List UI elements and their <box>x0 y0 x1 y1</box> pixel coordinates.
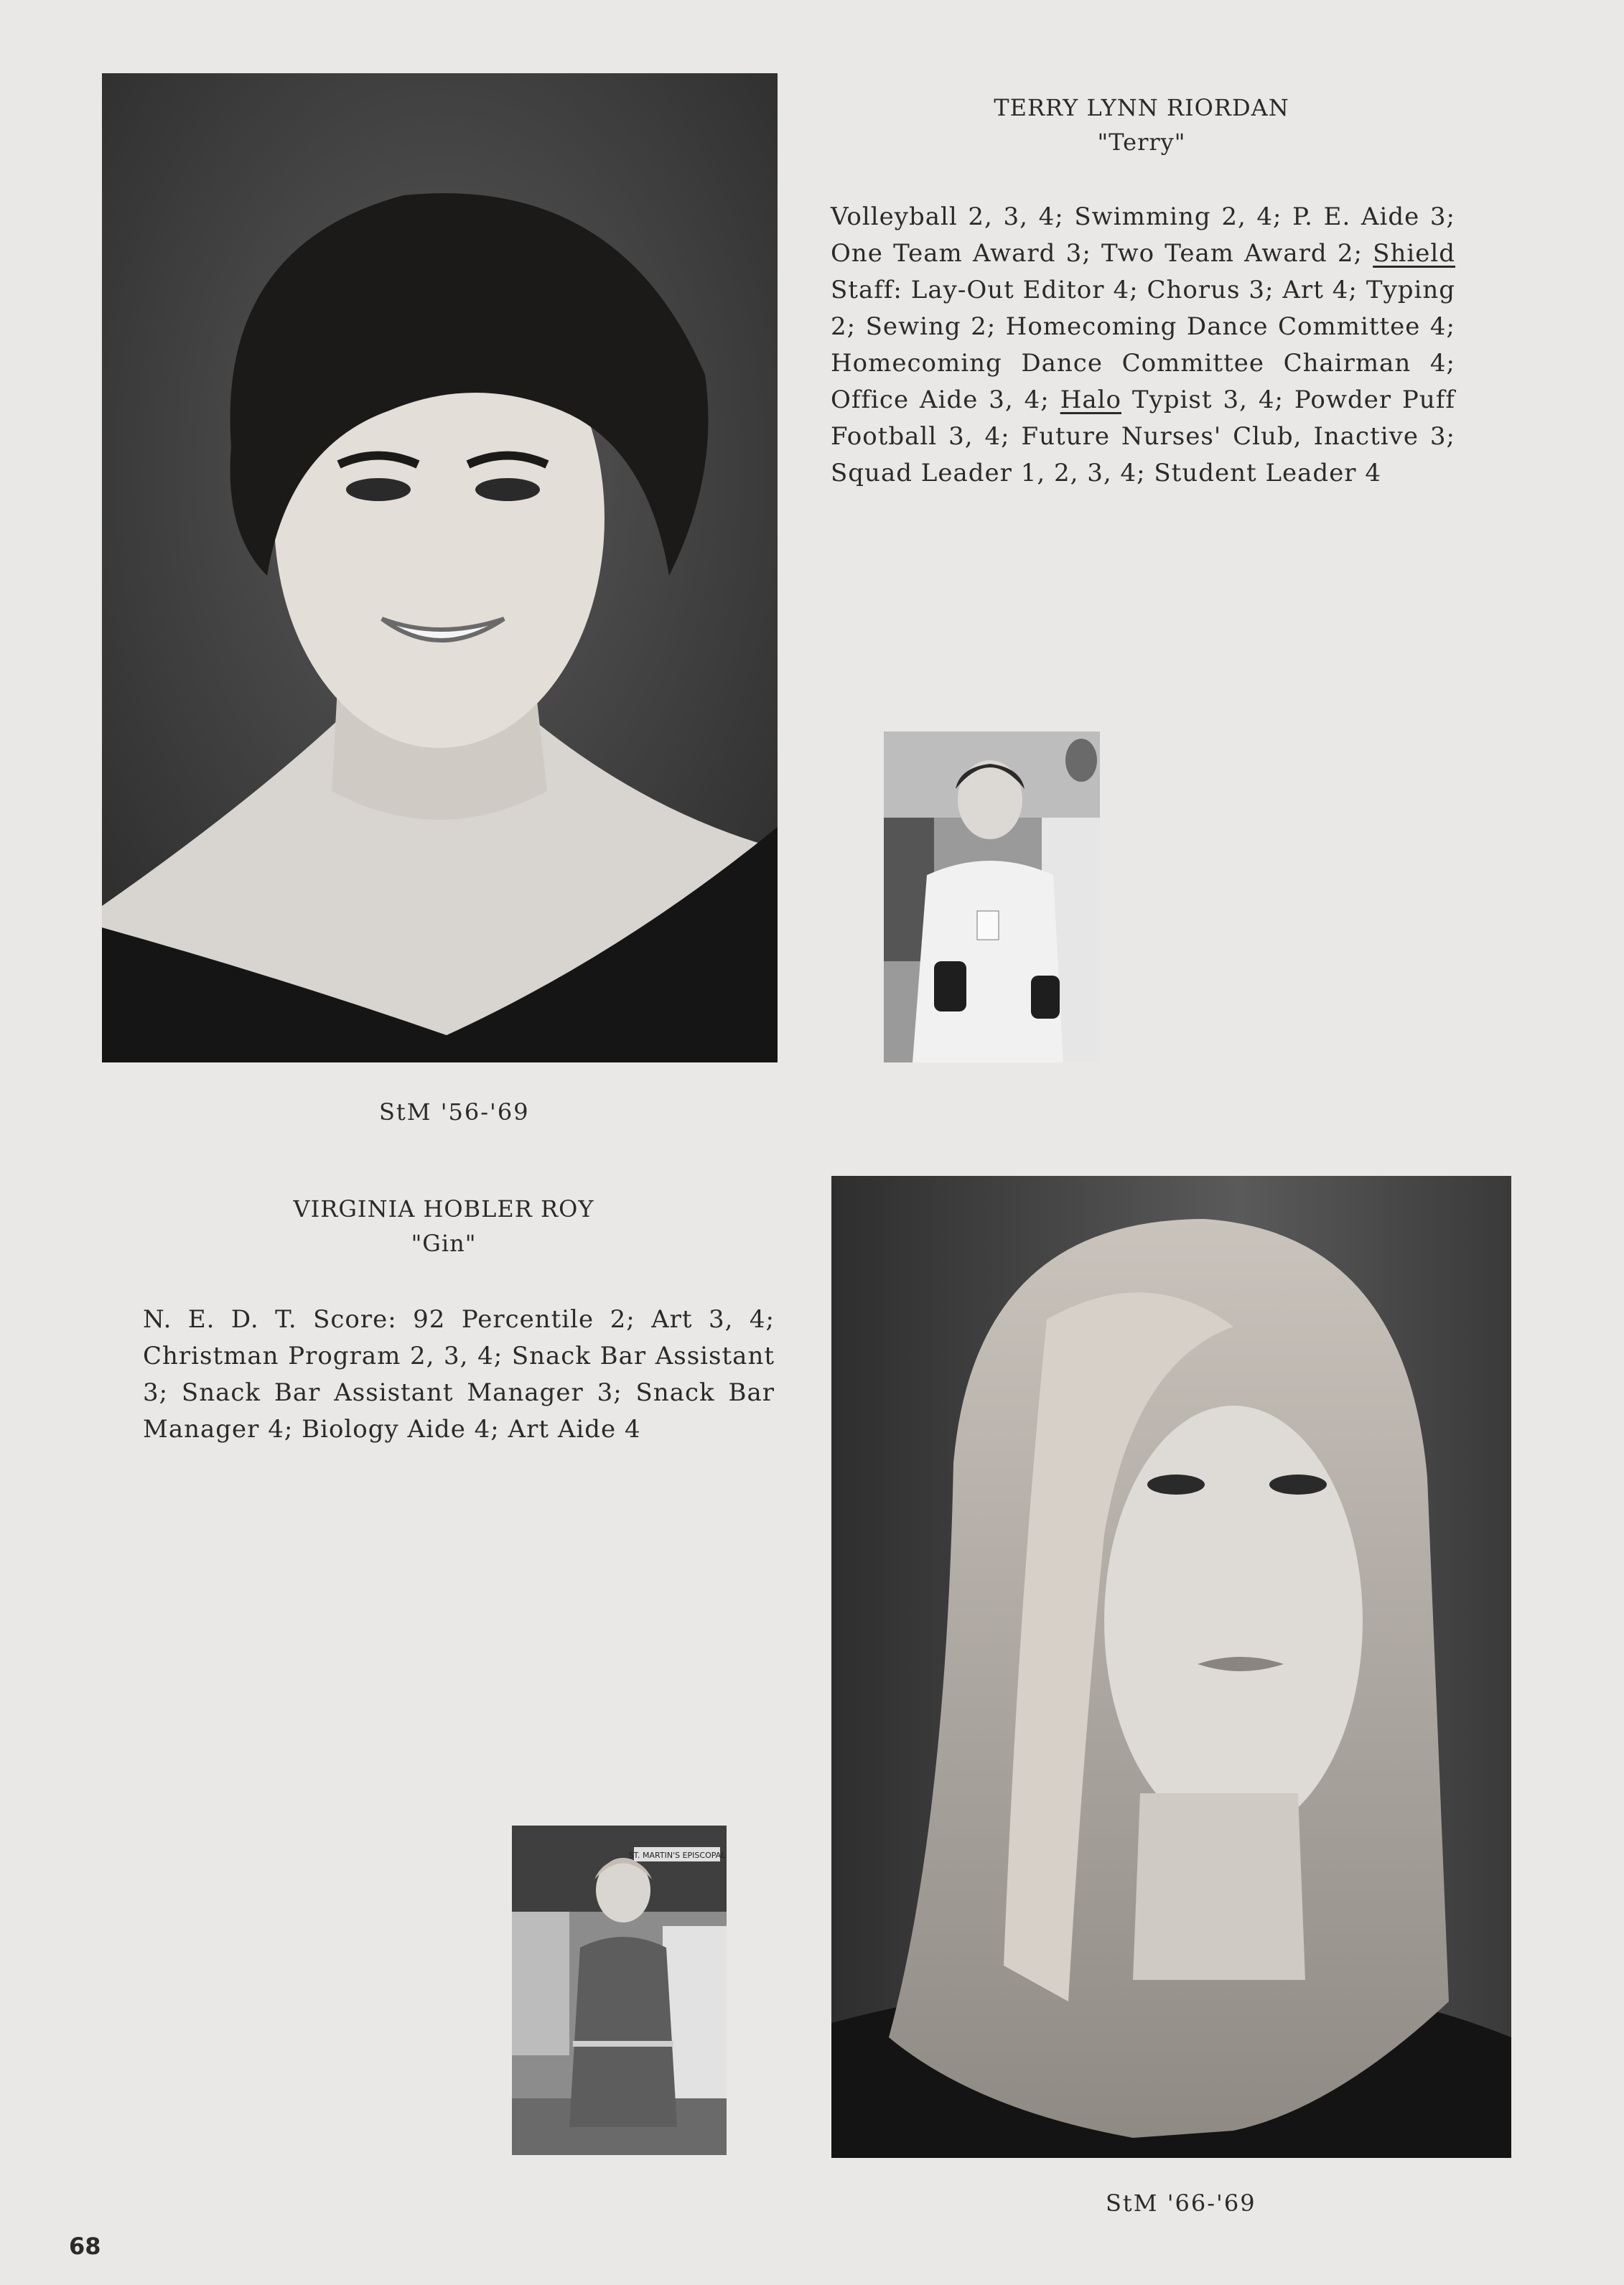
student-full-name: TERRY LYNN RIORDAN <box>994 94 1289 121</box>
page-number: 68 <box>69 2233 101 2260</box>
virginia-portrait-photo <box>831 1176 1511 2158</box>
virginia-candid-photo <box>512 1826 727 2155</box>
terry-activities-text <box>831 199 1455 492</box>
bio-segment-underlined: Halo <box>1060 385 1121 414</box>
bio-segment: Staff: Lay-Out Editor 4; Chorus 3; Art 4; Typing 2; Sewing 2; Homecoming Dance Committee 4; Homecoming Dance Committee Chairman 4; Office Aide 3, 4; <box>831 276 1455 414</box>
virginia-years-caption: StM '66-'69 <box>1106 2190 1256 2217</box>
bio-segment: Typist 3, 4; Powder Puff Football 3, 4; Future Nurses' Club, Inactive 3; Squad Leader 1, 2, 3, 4; Student Leader 4 <box>831 385 1455 487</box>
virginia-activities-text <box>143 1302 775 1448</box>
terry-candid-photo <box>884 732 1100 1062</box>
virginia-name-block <box>228 1192 659 1261</box>
terry-name-block <box>847 90 1436 159</box>
student-nickname: "Terry" <box>1097 128 1186 156</box>
terry-years-caption: StM '56-'69 <box>379 1098 530 1126</box>
bio-segment: Volleyball 2, 3, 4; Swimming 2, 4; P. E. Aide 3; One Team Award 3; Two Team Award 2; <box>831 202 1455 268</box>
bio-segment: N. E. D. T. Score: 92 Percentile 2; Art 3, 4; Christman Program 2, 3, 4; Snack Bar Assistant 3; Snack Bar Assistant Manager 3; Snack Bar Manager 4; Biology Aide 4; Art Aide 4 <box>143 1305 775 1444</box>
student-nickname: "Gin" <box>411 1230 477 1257</box>
bio-segment-underlined: Shield <box>1373 239 1455 268</box>
terry-portrait-photo <box>102 73 778 1062</box>
bus-sign-text: ST. MARTIN'S EPISCOPAL <box>628 1851 726 1860</box>
student-full-name: VIRGINIA HOBLER ROY <box>293 1195 594 1223</box>
